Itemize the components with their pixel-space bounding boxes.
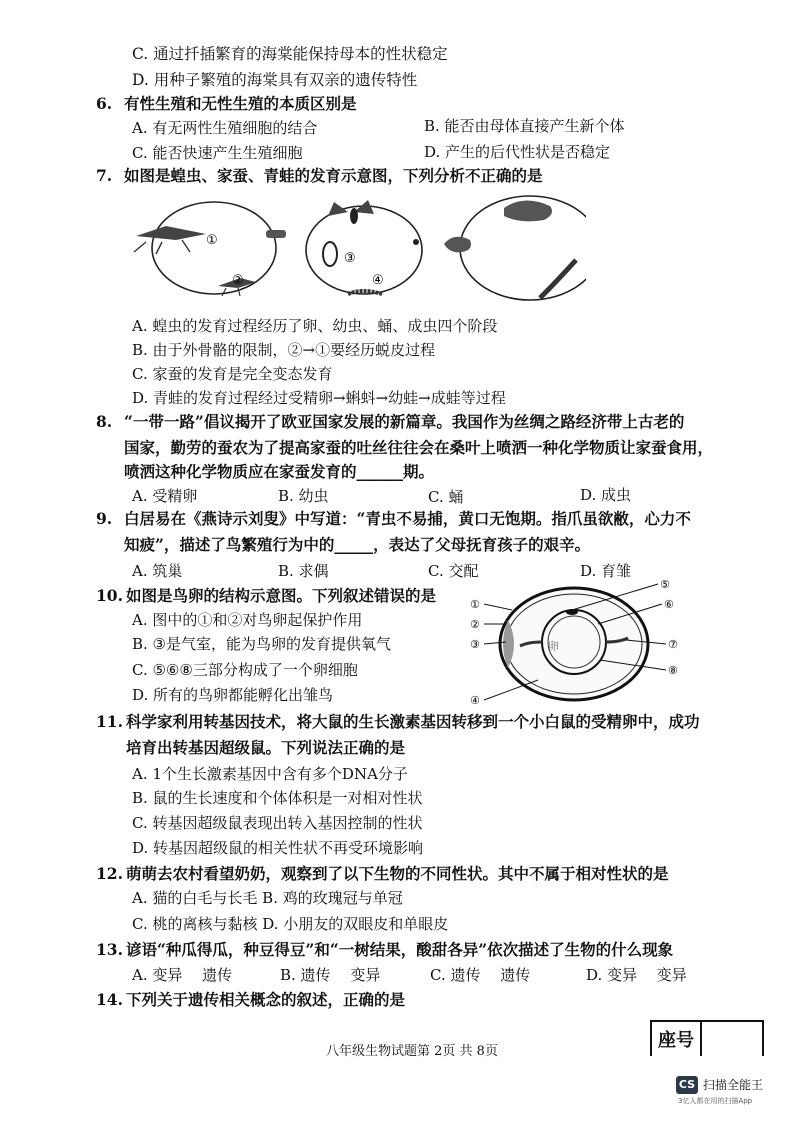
q12-option-cd: C. 桃的离核与黏核 D. 小朋友的双眼皮和单眼皮 <box>132 915 449 933</box>
q12-number: 12. <box>96 864 123 883</box>
scanner-logo-icon: CS <box>676 1076 698 1094</box>
q8-stem-line-2: 国家，勤劳的蚕农为了提高家蚕的吐丝往往会在桑叶上喷洒一种化学物质让家蚕食用， <box>124 438 714 457</box>
q6-option-b: B. 能否由母体直接产生新个体 <box>424 117 625 135</box>
q14-number: 14. <box>96 990 123 1009</box>
q10-option-c: C. ⑤⑥⑧三部分构成了一个卵细胞 <box>132 661 358 679</box>
q10-stem: 如图是鸟卵的结构示意图。下列叙述错误的是 <box>126 586 437 605</box>
tadpole-icon <box>540 260 576 298</box>
page-footer: 八年级生物试题第 2页 共 8页 <box>326 1044 498 1059</box>
q13-option-a: A. 变异 遗传 <box>132 966 233 984</box>
q6-option-a: A. 有无两性生殖细胞的结合 <box>132 119 318 137</box>
q11-option-b: B. 鼠的生长速度和个体体积是一对相对性状 <box>132 789 423 807</box>
q9-option-d: D. 育雏 <box>580 562 632 580</box>
egg-label-1: ① <box>470 598 480 611</box>
egg-label-2: ② <box>470 618 480 631</box>
grasshopper-egg-icon <box>266 230 286 238</box>
q10-option-a: A. 图中的①和②对鸟卵起保护作用 <box>132 611 363 629</box>
q6-option-c: C. 能否快速产生生殖细胞 <box>132 144 303 162</box>
scanner-app-tagline: 3亿人都在用的扫描App <box>678 1097 753 1105</box>
q5-option-d: D. 用种子繁殖的海棠具有双亲的遗传特性 <box>132 71 418 89</box>
fig7-label-2: ② <box>232 273 244 288</box>
q5-option-c: C. 通过扦插繁育的海棠能保持母本的性状稳定 <box>132 45 448 63</box>
q9-option-a: A. 筑巢 <box>132 562 183 580</box>
q9-number: 9. <box>96 509 113 528</box>
q8-stem-line-1: “一带一路”倡议揭开了欧亚国家发展的新篇章。我国作为丝绸之路经济带上古老的 <box>124 412 685 431</box>
q8-stem-line-3: 喷洒这种化学物质应在家蚕发育的______期。 <box>124 462 435 481</box>
q11-stem-line-2: 培育出转基因超级鼠。下列说法正确的是 <box>126 738 406 757</box>
egg-label-8: ⑧ <box>668 664 678 677</box>
seat-label: 座号 <box>658 1030 694 1051</box>
q11-option-c: C. 转基因超级鼠表现出转入基因控制的性状 <box>132 814 423 832</box>
egg-label-4: ④ <box>470 694 480 707</box>
q13-option-d: D. 变异 变异 <box>586 966 687 984</box>
egg-label-3: ③ <box>470 638 480 651</box>
q8-option-d: D. 成虫 <box>580 486 632 504</box>
seat-number-box <box>650 1020 764 1056</box>
q12-option-ab: A. 猫的白毛与长毛 B. 鸡的玫瑰冠与单冠 <box>132 889 403 907</box>
q11-number: 11. <box>96 712 123 731</box>
development-cycles-figure <box>126 190 586 314</box>
q12-stem: 萌萌去农村看望奶奶，观察到了以下生物的不同性状。其中不属于相对性状的是 <box>126 864 669 883</box>
q9-stem-line-2: 知疲”，描述了鸟繁殖行为中的_____，表达了父母抚育孩子的艰辛。 <box>124 535 591 554</box>
q7-option-a: A. 蝗虫的发育过程经历了卵、幼虫、蛹、成虫四个阶段 <box>132 317 498 335</box>
q8-option-b: B. 幼虫 <box>278 487 329 505</box>
q7-option-b: B. 由于外骨骼的限制，②→①要经历蜕皮过程 <box>132 341 436 359</box>
q7-number: 7. <box>96 166 113 185</box>
q10-option-b: B. ③是气室，能为鸟卵的发育提供氧气 <box>132 635 392 653</box>
silkworm-egg-icon <box>413 239 419 245</box>
q6-stem: 有性生殖和无性生殖的本质区别是 <box>124 94 357 113</box>
q11-stem-line-1: 科学家利用转基因技术，将大鼠的生长激素基因转移到一个小白鼠的受精卵中，成功 <box>126 712 700 731</box>
q6-number: 6. <box>96 94 113 113</box>
q6-option-d: D. 产生的后代性状是否稳定 <box>424 143 611 161</box>
q9-option-c: C. 交配 <box>428 562 479 580</box>
q13-option-b: B. 遗传 变异 <box>280 966 381 984</box>
pupa-icon <box>323 242 337 266</box>
q7-option-d: D. 青蛙的发育过程经过受精卵→蝌蚪→幼蛙→成蛙等过程 <box>132 389 506 407</box>
egg-label-5: ⑤ <box>660 580 670 591</box>
q8-option-a: A. 受精卵 <box>132 487 198 505</box>
q10-option-d: D. 所有的鸟卵都能孵化出雏鸟 <box>132 686 334 704</box>
egg-label-6: ⑥ <box>664 598 674 611</box>
q13-option-c: C. 遗传 遗传 <box>430 966 531 984</box>
q7-stem: 如图是蝗虫、家蚕、青蛙的发育示意图，下列分析不正确的是 <box>124 166 543 185</box>
q10-number: 10. <box>96 586 123 605</box>
grasshopper-cycle <box>134 202 286 296</box>
fig7-label-4: ④ <box>372 273 384 288</box>
seat-divider <box>700 1022 702 1056</box>
q13-stem: 谚语“种瓜得瓜，种豆得豆”和“一树结果，酸甜各异”依次描述了生物的什么现象 <box>126 940 674 959</box>
scanner-app-name: 扫描全能王 <box>703 1078 764 1092</box>
svg-text:卵: 卵 <box>548 640 559 653</box>
q7-option-c: C. 家蚕的发育是完全变态发育 <box>132 365 333 383</box>
q8-number: 8. <box>96 412 113 431</box>
q11-option-a: A. 1个生长激素基因中含有多个DNA分子 <box>132 765 408 783</box>
egg-label-7: ⑦ <box>668 638 678 651</box>
fig7-label-1: ① <box>206 233 218 248</box>
frog-cycle <box>444 196 586 300</box>
adult-frog-icon <box>504 200 552 221</box>
q9-stem-line-1: 白居易在《燕诗示刘叟》中写道：“青虫不易捕，黄口无饱期。指爪虽欲敝，心力不 <box>124 509 691 528</box>
q14-stem: 下列关于遗传相关概念的叙述，正确的是 <box>126 990 406 1009</box>
bird-egg-figure <box>466 580 686 708</box>
young-frog-icon <box>444 237 471 253</box>
fig7-label-3: ③ <box>344 251 356 266</box>
silkworm-cycle <box>306 200 422 294</box>
q11-option-d: D. 转基因超级鼠的相关性状不再受环境影响 <box>132 839 424 857</box>
q9-option-b: B. 求偶 <box>278 562 329 580</box>
adult-grasshopper-icon <box>136 226 206 240</box>
q8-option-c: C. 蛹 <box>428 488 464 506</box>
q13-number: 13. <box>96 940 123 959</box>
